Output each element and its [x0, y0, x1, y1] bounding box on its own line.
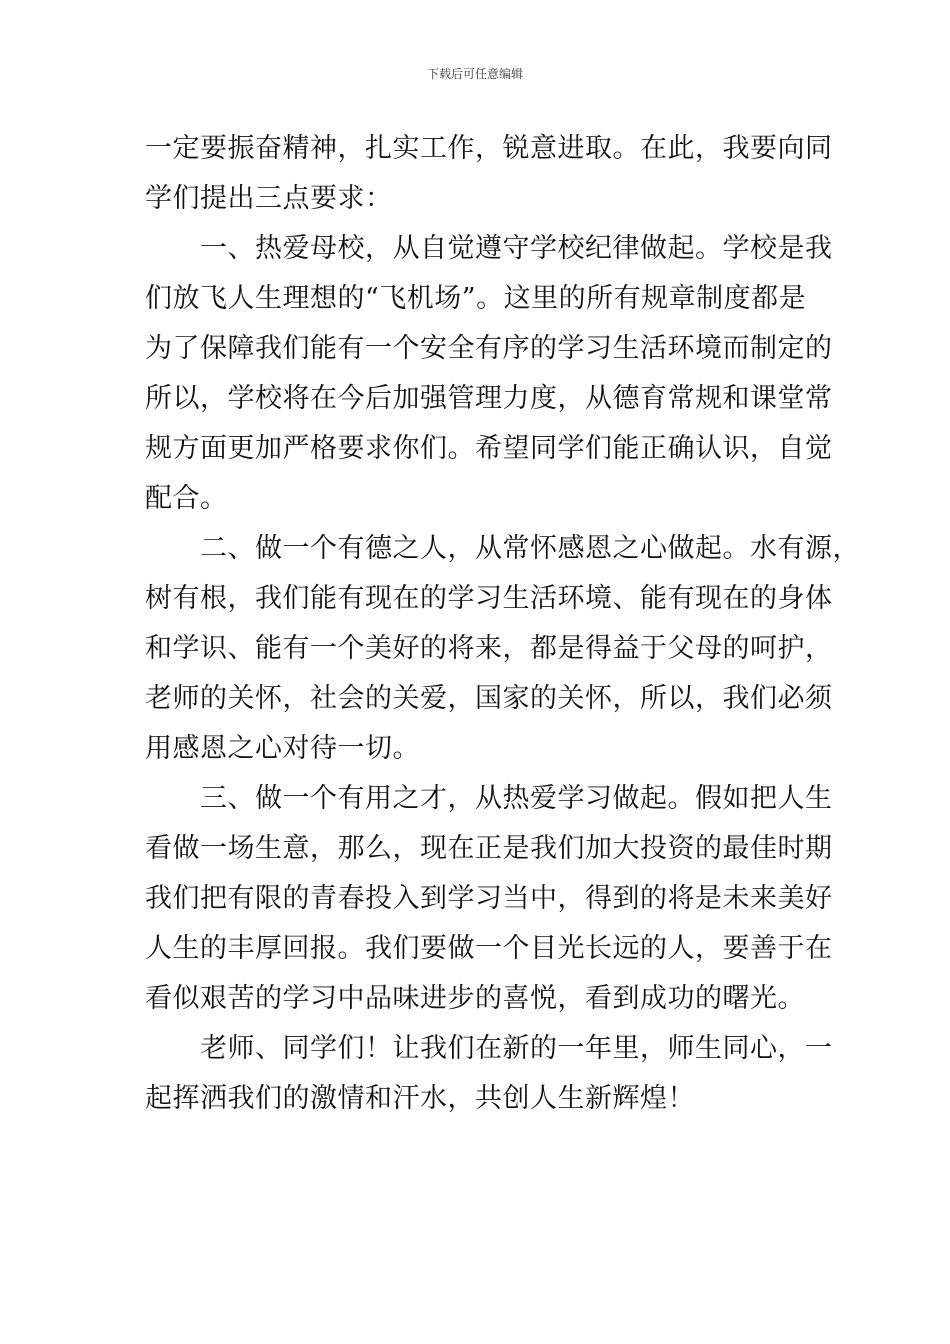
- document-body: [145, 124, 860, 1124]
- text-line: 们放飞人生理想的“飞机场”。这里的所有规章制度都是: [145, 283, 807, 314]
- text-line: 老师的关怀，社会的关爱，国家的关怀，所以，我们必须: [145, 683, 833, 714]
- paragraph-start-line: 二、做一个有德之人，从常怀感恩之心做起。水有源，: [200, 533, 860, 564]
- text-line: 看做一场生意，那么，现在正是我们加大投资的最佳时期: [145, 833, 833, 864]
- paragraph-start-line: 老师、同学们！让我们在新的一年里，师生同心，一: [200, 1033, 833, 1064]
- paragraph-start-line: 三、做一个有用之才，从热爱学习做起。假如把人生: [200, 783, 833, 814]
- page-header: 下载后可任意编辑: [426, 67, 523, 81]
- text-line: 和学识、能有一个美好的将来，都是得益于父母的呵护，: [145, 633, 833, 664]
- text-line: 学们提出三点要求：: [145, 183, 393, 214]
- text-line: 起挥洒我们的激情和汗水，共创人生新辉煌！: [145, 1083, 695, 1114]
- text-line: 配合。: [145, 483, 228, 514]
- text-line: 我们把有限的青春投入到学习当中，得到的将是未来美好: [145, 883, 833, 914]
- paragraph-start-line: 一、热爱母校，从自觉遵守学校纪律做起。学校是我: [200, 233, 833, 264]
- text-line: 看似艰苦的学习中品味进步的喜悦，看到成功的曙光。: [145, 983, 805, 1014]
- text-line: 人生的丰厚回报。我们要做一个目光长远的人，要善于在: [145, 933, 833, 964]
- text-line: 规方面更加严格要求你们。希望同学们能正确认识，自觉: [145, 433, 833, 464]
- text-line: 树有根，我们能有现在的学习生活环境、能有现在的身体: [145, 583, 833, 614]
- text-line: 为了保障我们能有一个安全有序的学习生活环境而制定的: [145, 333, 833, 364]
- text-line: 用感恩之心对待一切。: [145, 733, 420, 764]
- text-line: 一定要振奋精神，扎实工作，锐意进取。在此，我要向同: [145, 133, 833, 164]
- text-line: 所以，学校将在今后加强管理力度，从德育常规和课堂常: [145, 383, 833, 414]
